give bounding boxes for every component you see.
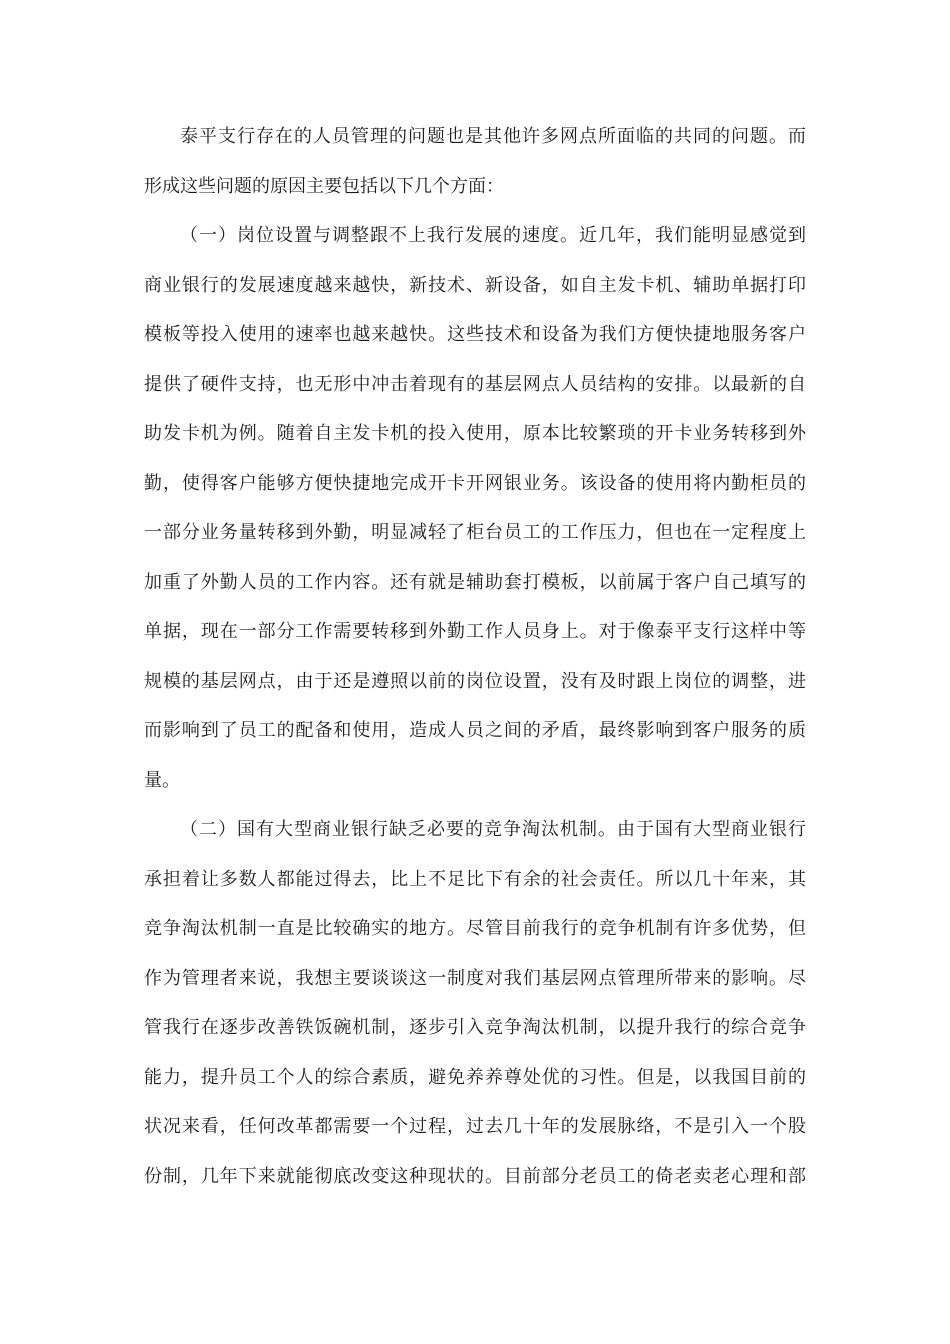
paragraph-2-line-11: 而影响到了员工的配备和使用，造成人员之间的矛盾，最终影响到客户服务的质 [144, 720, 806, 741]
paragraph-3-line-3: 竞争淘汰机制一直是比较确实的地方。尽管目前我行的竞争机制有许多优势，但 [144, 918, 806, 939]
paragraph-3-line-6: 能力，提升员工个人的综合素质，避免养养尊处优的习性。但是，以我国目前的 [144, 1066, 806, 1088]
paragraph-2-line-10: 规模的基层网点，由于还是遵照以前的岗位设置，没有及时跟上岗位的调整，进 [144, 670, 806, 692]
paragraph-1-line-1: 泰平支行存在的人员管理的问题也是其他许多网点所面临的共同的问题。而 [180, 126, 806, 147]
paragraph-3-line-4: 作为管理者来说，我想主要谈谈这一制度对我们基层网点管理所带来的影响。尽 [144, 967, 806, 989]
paragraph-2-line-9: 单据，现在一部分工作需要转移到外勤工作人员身上。对于像泰平支行这样中等 [144, 621, 806, 642]
paragraph-2-line-6: 勤，使得客户能够方便快捷地完成开卡开网银业务。该设备的使用将内勤柜员的 [144, 472, 806, 494]
paragraph-3-line-1: （二）国有大型商业银行缺乏必要的竞争淘汰机制。由于国有大型商业银行 [180, 819, 806, 840]
paragraph-2-line-8: 加重了外勤人员的工作内容。还有就是辅助套打模板，以前属于客户自己填写的 [144, 571, 806, 593]
paragraph-2-line-5: 助发卡机为例。随着自主发卡机的投入使用，原本比较繁琐的开卡业务转移到外 [144, 423, 806, 444]
paragraph-1-line-2: 形成这些问题的原因主要包括以下几个方面： [144, 175, 504, 197]
paragraph-2-line-12: 量。 [144, 769, 180, 791]
document-body [144, 112, 806, 1201]
paragraph-2-line-2: 商业银行的发展速度越来越快，新技术、新设备，如自主发卡机、辅助单据打印 [144, 274, 806, 296]
paragraph-3-line-8: 份制，几年下来就能彻底改变这种现状的。目前部分老员工的倚老卖老心理和部 [144, 1165, 806, 1187]
paragraph-3-line-2: 承担着让多数人都能过得去，比上不足比下有余的社会责任。所以几十年来，其 [144, 868, 806, 890]
paragraph-2-line-7: 一部分业务量转移到外勤，明显减轻了柜台员工的工作压力，但也在一定程度上 [144, 522, 806, 543]
paragraph-2-line-1: （一）岗位设置与调整跟不上我行发展的速度。近几年，我们能明显感觉到 [180, 225, 806, 246]
paragraph-3-line-7: 状况来看，任何改革都需要一个过程，过去几十年的发展脉络，不是引入一个股 [144, 1116, 806, 1137]
paragraph-3-line-5: 管我行在逐步改善铁饭碗机制，逐步引入竞争淘汰机制，以提升我行的综合竞争 [144, 1017, 806, 1038]
paragraph-2-line-4: 提供了硬件支持，也无形中冲击着现有的基层网点人员结构的安排。以最新的自 [144, 373, 806, 395]
paragraph-2-line-3: 模板等投入使用的速率也越来越快。这些技术和设备为我们方便快捷地服务客户 [144, 324, 806, 345]
